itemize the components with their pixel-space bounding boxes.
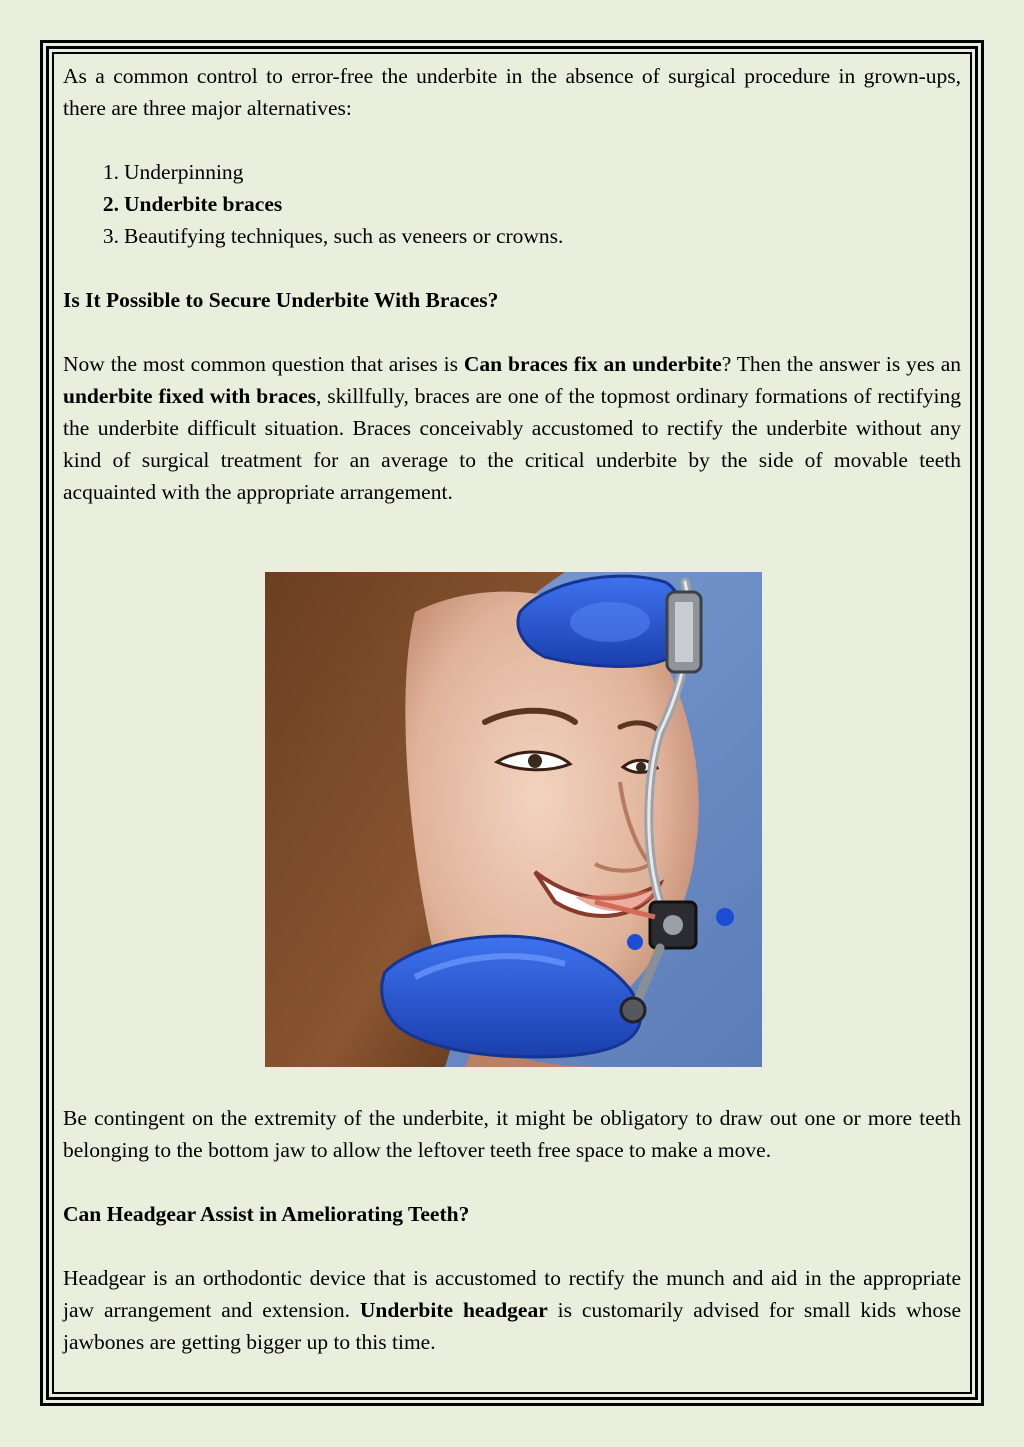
- list-item-number: 1.: [102, 160, 119, 184]
- document-top-content: [63, 60, 961, 508]
- extraction-paragraph: Be contingent on the extremity of the underbite, it might be obligatory to draw out one or more teeth belonging to the bottom jaw to allow the leftover teeth free space to make a move.: [63, 1106, 961, 1162]
- section-heading-headgear: Can Headgear Assist in Ameliorating Teeth?: [63, 1202, 470, 1226]
- document-bottom-content: [63, 1102, 961, 1358]
- braces-text-3: , skillfully, braces are one of the topmost ordinary formations of rectifying the underbite difficult situation. Braces conceivably accustomed to rectify the underbite without any kind of surgical treatment for an average to the critical underbite by the side of movable teeth acquainted with the appropriate arrangement.: [63, 384, 962, 504]
- braces-link-text-1: Can braces fix an underbite: [463, 352, 722, 376]
- list-item-number: 2.: [102, 192, 119, 216]
- list-item-number: 3.: [102, 224, 119, 248]
- list-item-label: Underpinning: [124, 160, 244, 184]
- list-item: [63, 188, 961, 220]
- headgear-paragraph: [63, 1262, 961, 1358]
- intro-paragraph: As a common control to error-free the underbite in the absence of surgical procedure in grown-ups, there are three major alternatives:: [63, 64, 961, 120]
- braces-text-1: Now the most common question that arises is: [63, 352, 464, 376]
- headgear-photo: [265, 572, 762, 1067]
- list-item: [63, 220, 961, 252]
- braces-link-text-2: underbite fixed with braces: [63, 384, 316, 408]
- alternatives-list: [63, 156, 961, 252]
- braces-text-2: ? Then the answer is yes an: [721, 352, 962, 376]
- list-item: [63, 156, 961, 188]
- braces-paragraph: [63, 348, 961, 508]
- list-item-label: Underbite braces: [124, 192, 283, 216]
- section-heading-braces: Is It Possible to Secure Underbite With Braces?: [63, 288, 499, 312]
- headgear-link-text: Underbite headgear: [359, 1298, 548, 1322]
- list-item-label: Beautifying techniques, such as veneers or crowns.: [124, 224, 564, 248]
- headgear-text-2: is customarily advised for small kids whose jawbones are getting bigger up to this time.: [63, 1298, 962, 1354]
- headgear-text-1: Headgear is an orthodontic device that is accustomed to rectify the munch and aid in the appropriate jaw arrangement and extension.: [63, 1266, 961, 1322]
